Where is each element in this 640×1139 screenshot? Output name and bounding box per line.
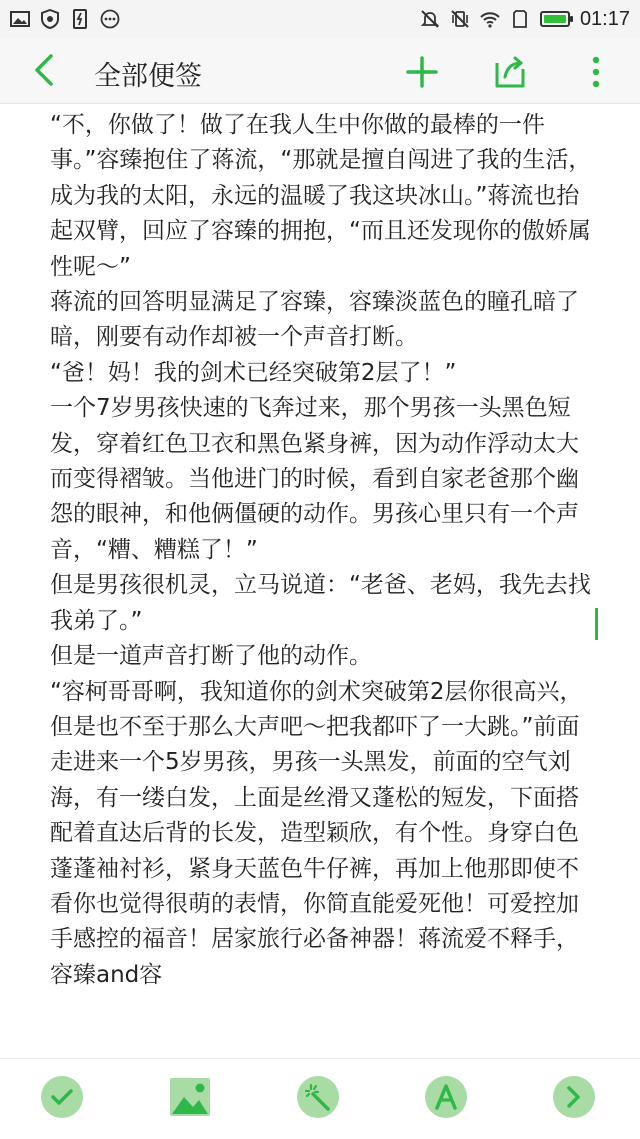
status-bar xyxy=(0,0,640,38)
image-icon xyxy=(10,9,30,29)
wifi-icon xyxy=(480,9,500,29)
insert-image-icon xyxy=(169,1077,211,1117)
clock: 01:17 xyxy=(579,7,630,30)
back-arrow-icon xyxy=(33,53,55,87)
add-icon xyxy=(405,55,439,89)
bottom-toolbar xyxy=(0,1058,640,1139)
overflow-menu-icon xyxy=(591,55,601,89)
checklist-button[interactable] xyxy=(40,1075,84,1119)
sim-card-icon xyxy=(510,9,530,29)
status-right-icons xyxy=(420,8,630,31)
note-paragraph[interactable]: “不，你做了！做了在我人生中你做的最棒的一件事。”容臻抱住了蒋流，“那就是擅自闯进了我的生活，成为我的太阳，永远的温暖了我这块冰山。”蒋流也抬起双臂，回应了容臻的拥抱，“而且还发现你的傲娇属性呢～” xyxy=(50,112,592,280)
shield-icon xyxy=(40,9,60,29)
text-format-button[interactable] xyxy=(424,1075,468,1119)
next-arrow-icon xyxy=(553,1076,595,1118)
battery-icon xyxy=(540,11,570,27)
page-title: 全部便签 xyxy=(94,61,202,92)
note-paragraph[interactable]: 但是男孩很机灵，立马说道：“老爸、老妈，我先去找我弟了。” xyxy=(50,572,591,634)
overflow-menu-button[interactable] xyxy=(576,52,616,92)
magic-wand-icon xyxy=(297,1076,339,1118)
battery-fill xyxy=(544,15,566,23)
sim-icon xyxy=(70,9,90,29)
share-button[interactable] xyxy=(490,52,530,92)
checklist-icon xyxy=(41,1076,83,1118)
note-editor[interactable] xyxy=(50,108,600,1056)
text-cursor xyxy=(595,608,598,640)
toolbar xyxy=(0,38,640,104)
text-format-icon xyxy=(425,1076,467,1118)
status-left-icons xyxy=(10,9,120,29)
note-paragraph[interactable]: 但是一道声音打断了他的动作。 xyxy=(50,643,372,670)
note-paragraph[interactable]: 蒋流的回答明显满足了容臻，容臻淡蓝色的瞳孔暗了暗，刚要有动作却被一个声音打断。 xyxy=(50,289,579,351)
insert-image-button[interactable] xyxy=(168,1075,212,1119)
note-paragraph[interactable]: “爸！妈！我的剑术已经突破第2层了！” xyxy=(50,359,457,386)
add-note-button[interactable] xyxy=(402,52,442,92)
magic-wand-button[interactable] xyxy=(296,1075,340,1119)
vibrate-off-icon xyxy=(450,9,470,29)
note-paragraph[interactable]: 一个7岁男孩快速的飞奔过来，那个男孩一头黑色短发，穿着红色卫衣和黑色紧身裤，因为动作浮动太大而变得褶皱。当他进门的时候，看到自家老爸那个幽怨的眼神，和他俩僵硬的动作。男孩心里只有一个声音，“糟、糟糕了！” xyxy=(50,395,579,563)
back-button[interactable] xyxy=(26,52,62,88)
mute-icon xyxy=(420,9,440,29)
next-button[interactable] xyxy=(552,1075,596,1119)
more-dots-icon xyxy=(100,9,120,29)
note-paragraph[interactable]: “容柯哥哥啊，我知道你的剑术突破第2层你很高兴，但是也不至于那么大声吧～把我都吓了一大跳。”前面走进来一个5岁男孩，男孩一头黑发，前面的空气刘海，有一缕白发，上面是丝滑又蓬松的短发，下面搭配着直达后背的长发，造型颖欣，有个性。身穿白色蓬蓬袖衬衫，紧身天蓝色牛仔裤，再加上他那即使不看你也觉得很萌的表情，你简直能爱死他！可爱控加手感控的福音！居家旅行必备神器！蒋流爱不释手，容臻and容 xyxy=(50,678,583,988)
share-icon xyxy=(493,55,527,89)
